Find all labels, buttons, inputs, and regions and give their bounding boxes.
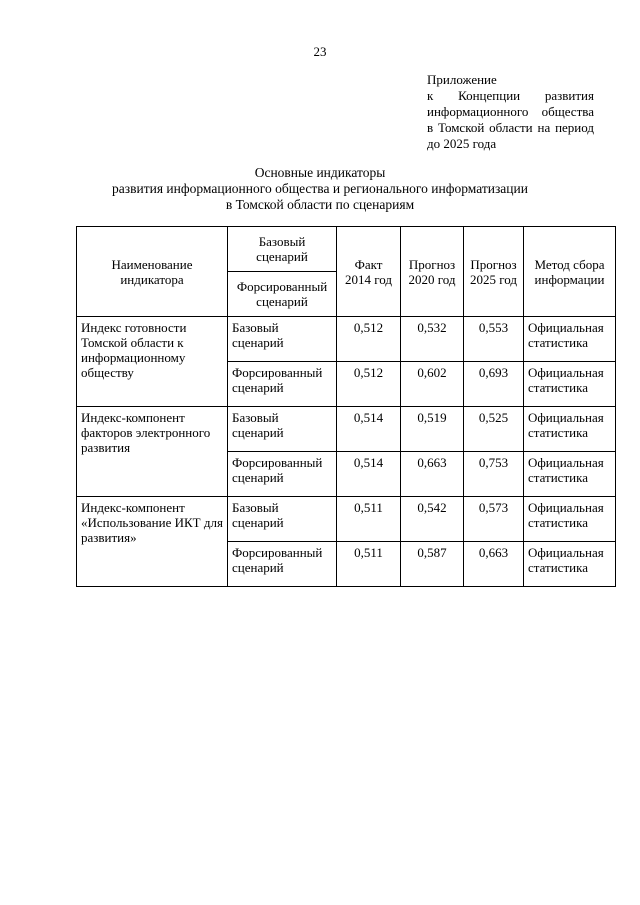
table-body — [77, 317, 616, 587]
header-scenario-forced: Форсированный сценарий — [228, 272, 337, 317]
fact-2014-value: 0,511 — [337, 542, 401, 587]
appendix-line: к Концепции развития — [427, 88, 594, 103]
header-fact-2014: Факт 2014 год — [337, 227, 401, 317]
scenario-name: Базовый сценарий — [228, 497, 337, 542]
fact-2014-value: 0,512 — [337, 317, 401, 362]
forecast-2025-value: 0,525 — [464, 407, 524, 452]
table-header — [77, 227, 616, 317]
forecast-2020-value: 0,532 — [401, 317, 464, 362]
fact-2014-value: 0,514 — [337, 452, 401, 497]
table-row — [77, 497, 616, 542]
document-title — [0, 165, 640, 213]
forecast-2020-value: 0,663 — [401, 452, 464, 497]
fact-2014-value: 0,514 — [337, 407, 401, 452]
appendix-line: до 2025 года — [427, 136, 497, 151]
scenario-name: Форсированный сценарий — [228, 452, 337, 497]
forecast-2025-value: 0,553 — [464, 317, 524, 362]
appendix-line: в Томской области на период — [427, 120, 594, 135]
method-value: Официальная статистика — [524, 407, 616, 452]
appendix-note — [427, 72, 594, 152]
title-line: Основные индикаторы — [254, 165, 386, 180]
table-row — [77, 407, 616, 452]
forecast-2020-value: 0,542 — [401, 497, 464, 542]
header-indicator: Наименование индикатора — [77, 227, 228, 317]
header-forecast-2025: Прогноз 2025 год — [464, 227, 524, 317]
indicator-name: Индекс-компонент «Использование ИКТ для развития» — [77, 497, 228, 587]
header-scenario-base: Базовый сценарий — [228, 227, 337, 272]
forecast-2020-value: 0,519 — [401, 407, 464, 452]
page-number: 23 — [313, 44, 327, 59]
forecast-2020-value: 0,587 — [401, 542, 464, 587]
method-value: Официальная статистика — [524, 497, 616, 542]
forecast-2025-value: 0,753 — [464, 452, 524, 497]
appendix-line: Приложение — [427, 72, 497, 87]
indicator-name: Индекс готовности Томской области к информационному обществу — [77, 317, 228, 407]
scenario-name: Базовый сценарий — [228, 317, 337, 362]
method-value: Официальная статистика — [524, 362, 616, 407]
method-value: Официальная статистика — [524, 317, 616, 362]
title-line: развития информационного общества и регионального информатизации — [112, 181, 528, 196]
scenario-name: Форсированный сценарий — [228, 542, 337, 587]
header-method: Метод сбора информации — [524, 227, 616, 317]
forecast-2025-value: 0,663 — [464, 542, 524, 587]
header-forecast-2020: Прогноз 2020 год — [401, 227, 464, 317]
forecast-2020-value: 0,602 — [401, 362, 464, 407]
forecast-2025-value: 0,693 — [464, 362, 524, 407]
indicator-name: Индекс-компонент факторов электронного развития — [77, 407, 228, 497]
method-value: Официальная статистика — [524, 452, 616, 497]
table-row — [77, 317, 616, 362]
title-line: в Томской области по сценариям — [225, 197, 415, 212]
appendix-line: информационного общества — [427, 104, 594, 119]
fact-2014-value: 0,512 — [337, 362, 401, 407]
method-value: Официальная статистика — [524, 542, 616, 587]
scenario-name: Базовый сценарий — [228, 407, 337, 452]
scenario-name: Форсированный сценарий — [228, 362, 337, 407]
indicators-table — [76, 226, 616, 587]
forecast-2025-value: 0,573 — [464, 497, 524, 542]
fact-2014-value: 0,511 — [337, 497, 401, 542]
